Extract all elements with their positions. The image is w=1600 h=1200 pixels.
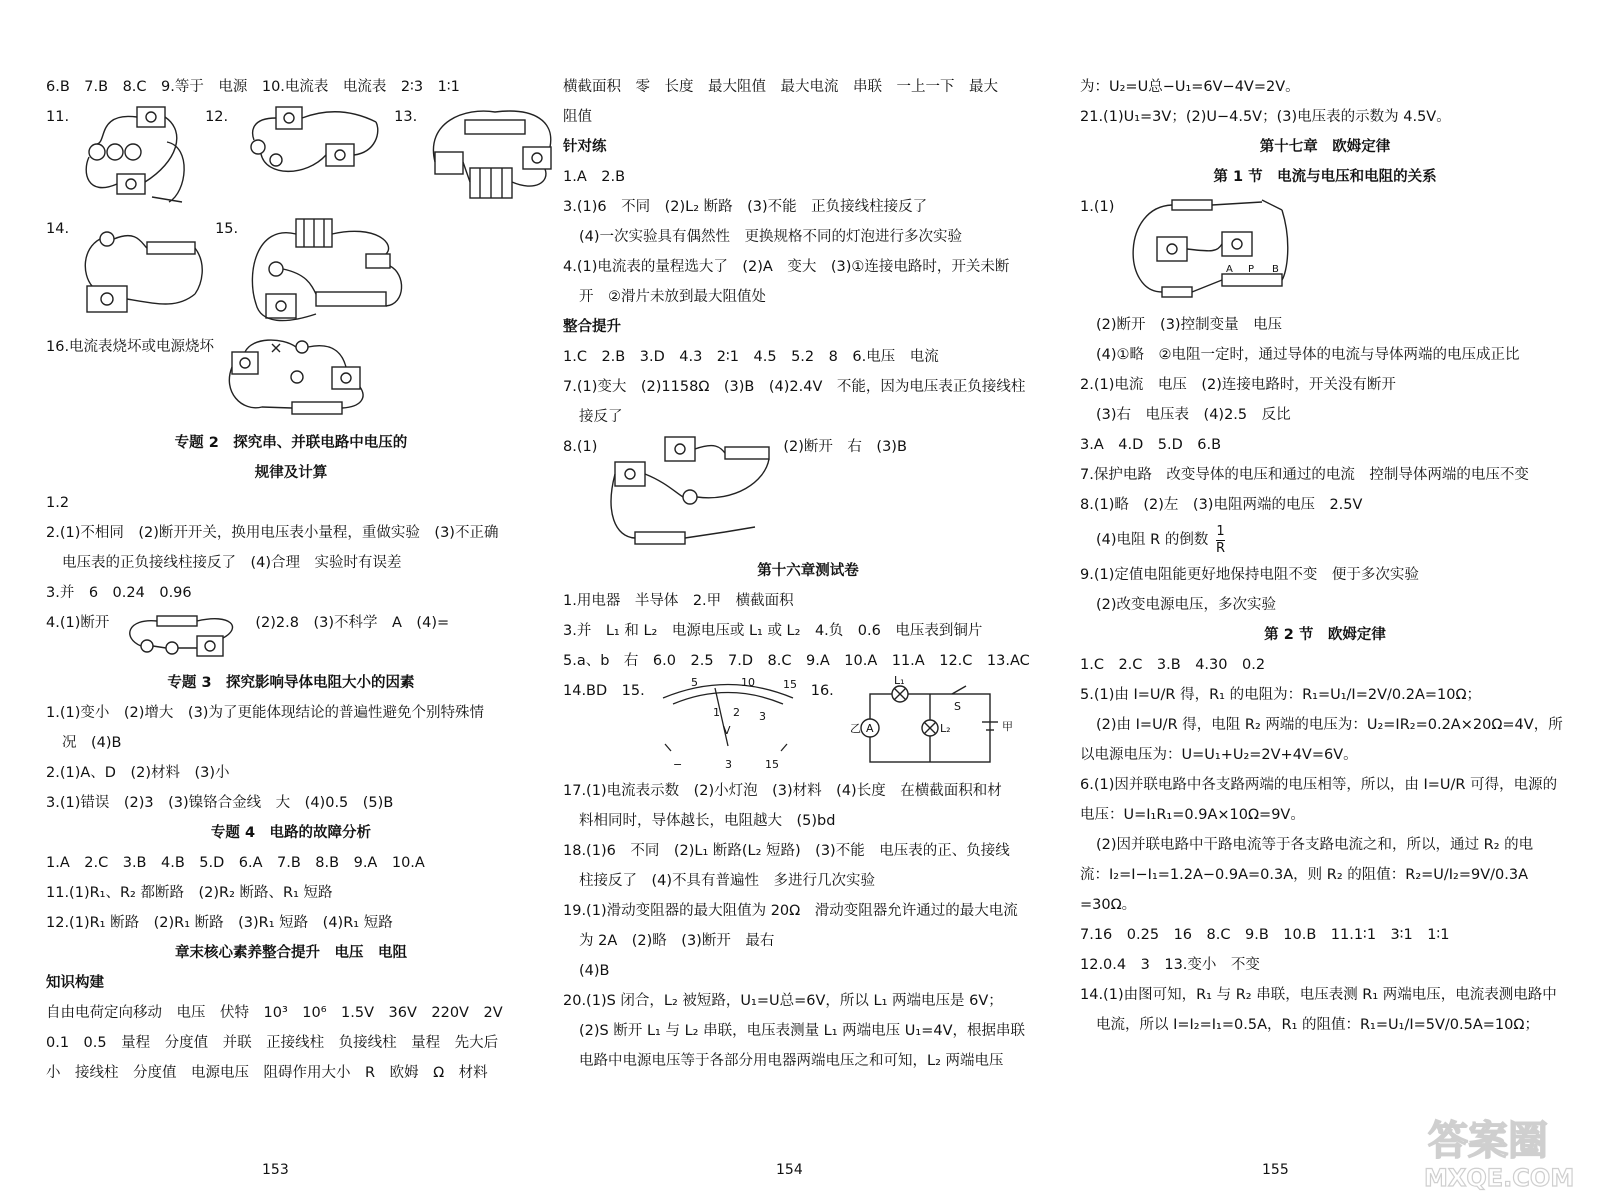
watermark-logo xyxy=(1420,1108,1590,1194)
answer-line: 自由电荷定向移动 电压 伏特 10³ 10⁶ 1.5V 36V 220V 2V xyxy=(46,1005,503,1021)
figure-label: 15. xyxy=(215,221,239,237)
section-heading: 整合提升 xyxy=(563,319,621,335)
svg-text:乙: 乙 xyxy=(849,722,861,735)
circuit-figure-11 xyxy=(77,102,197,210)
svg-text:1: 1 xyxy=(712,706,720,719)
answer-line: 以电源电压为：U=U₁+U₂=2V+4V=6V。 xyxy=(1080,747,1358,763)
circuit-figure-15 xyxy=(246,214,416,326)
answer-line xyxy=(1080,520,1570,560)
figure-label: 12. xyxy=(205,109,229,125)
answer-line: 12.(1)R₁ 断路 (2)R₁ 断路 (3)R₁ 短路 (4)R₁ 短路 xyxy=(46,915,393,931)
answer-line: 况 (4)B xyxy=(62,735,122,751)
svg-text:P: P xyxy=(1248,264,1255,275)
section-heading: 针对练 xyxy=(563,139,607,155)
answer-line: 16. xyxy=(810,683,834,699)
svg-text:A: A xyxy=(1226,264,1234,275)
answer-line: 6.B 7.B 8.C 9.等于 电源 10.电流表 电流表 2∶3 1∶1 xyxy=(46,79,460,95)
answer-line: 4.(1)断开 xyxy=(46,615,110,631)
column-1 xyxy=(46,72,536,1088)
answer-line: 18.(1)6 不同 (2)L₁ 断路(L₂ 短路) (3)不能 电压表的正、负接线 xyxy=(563,843,1010,859)
watermark-text: 答案圈 xyxy=(1428,1118,1548,1164)
answer-line: 12.0.4 3 13.变小 不变 xyxy=(1080,957,1260,973)
svg-text:A: A xyxy=(865,722,874,735)
svg-text:B: B xyxy=(1272,264,1280,275)
answer-line: 3.A 4.D 5.D 6.B xyxy=(1080,437,1222,453)
svg-text:10: 10 xyxy=(740,676,755,689)
svg-text:3: 3 xyxy=(758,710,766,723)
answer-line: 5.(1)由 I=U/R 得，R₁ 的电阻为：R₁=U₁/I=2V/0.2A=10Ω； xyxy=(1080,687,1482,703)
svg-text:−: − xyxy=(672,758,682,771)
answer-line: 电路中电源电压等于各部分用电器两端电压之和可知，L₂ 两端电压 xyxy=(579,1053,1004,1069)
answer-line: (4)①略 ②电阻一定时，通过导体的电流与导体两端的电压成正比 xyxy=(1096,347,1520,363)
section-heading: 第 1 节 电流与电压和电阻的关系 xyxy=(1213,169,1437,185)
answer-line: 14.BD 15. xyxy=(563,683,645,699)
answer-line: 7.(1)变大 (2)1158Ω (3)B (4)2.4V 不能，因为电压表正负接线柱 xyxy=(563,379,1026,395)
column-3 xyxy=(1080,72,1570,1040)
answer-line: 1.A 2.B xyxy=(563,169,626,185)
answer-line: 0.1 0.5 量程 分度值 并联 正接线柱 负接线柱 量程 先大后 xyxy=(46,1035,499,1051)
svg-text:15: 15 xyxy=(764,758,779,771)
answer-line: 电压：U=I₁R₁=0.9A×10Ω=9V。 xyxy=(1080,807,1305,823)
answer-line: 接反了 xyxy=(579,409,623,425)
answer-line: (2)改变电源电压，多次实验 xyxy=(1096,597,1277,613)
answer-line: 3.并 6 0.24 0.96 xyxy=(46,585,192,601)
page-number: 154 xyxy=(776,1162,803,1178)
circuit-figure-16 xyxy=(222,332,382,424)
answer-line: (2)2.8 (3)不科学 A (4)= xyxy=(255,615,450,631)
section-heading: 知识构建 xyxy=(46,975,104,991)
answer-line: 2.(1)电流 电压 (2)连接电路时，开关没有断开 xyxy=(1080,377,1396,393)
figure-label: 14. xyxy=(46,221,70,237)
answer-text: (4)电阻 R 的倒数 xyxy=(1096,532,1209,548)
answer-line: 5.a、b 右 6.0 2.5 7.D 8.C 9.A 10.A 11.A 12.C 13.AC xyxy=(563,653,1030,669)
answer-line: 小 接线柱 分度值 电源电压 阻碍作用大小 R 欧姆 Ω 材料 xyxy=(46,1065,488,1081)
answer-line: (2)S 断开 L₁ 与 L₂ 串联，电压表测量 L₁ 两端电压 U₁=4V，根据串联 xyxy=(579,1023,1026,1039)
figure-row-4 xyxy=(46,608,536,668)
answer-line: 柱接反了 (4)不具有普遍性 多进行几次实验 xyxy=(579,873,876,889)
answer-line: (2)断开 右 (3)B xyxy=(783,439,907,455)
answer-line: 7.保护电路 改变导体的电压和通过的电流 控制导体两端的电压不变 xyxy=(1080,467,1529,483)
answer-line: 1.C 2.B 3.D 4.3 2∶1 4.5 5.2 8 6.电压 电流 xyxy=(563,349,939,365)
answer-line: 3.(1)6 不同 (2)L₂ 断路 (3)不能 正负接线柱接反了 xyxy=(563,199,928,215)
voltmeter-dial-figure xyxy=(653,676,803,772)
section-heading: 规律及计算 xyxy=(254,465,328,481)
svg-text:V: V xyxy=(722,724,731,737)
figure-row-16 xyxy=(46,332,536,428)
svg-text:3: 3 xyxy=(724,758,732,771)
answer-line: 1.C 2.C 3.B 4.30 0.2 xyxy=(1080,657,1266,673)
circuit-figure-13 xyxy=(425,102,565,210)
fraction xyxy=(1216,524,1225,557)
answer-line: 横截面积 零 长度 最大阻值 最大电流 串联 一上一下 最大 xyxy=(563,79,998,95)
answer-line: 流：I₂=I−I₁=1.2A−0.9A=0.3A，则 R₂ 的阻值：R₂=U/I₂=9V/0.3A xyxy=(1080,867,1529,883)
circuit-schematic-16 xyxy=(842,676,1022,772)
figure-row-11-13 xyxy=(46,102,536,214)
answer-line: (3)右 电压表 (4)2.5 反比 xyxy=(1096,407,1291,423)
answer-line: 2.(1)不相同 (2)断开开关，换用电压表小量程，重做实验 (3)不正确 xyxy=(46,525,499,541)
circuit-figure-12 xyxy=(236,102,386,182)
answer-line: 为 2A (2)略 (3)断开 最右 xyxy=(579,933,775,949)
figure-row-14-16 xyxy=(563,676,1053,776)
answer-line: 开 ②滑片未放到最大阻值处 xyxy=(579,289,766,305)
answer-line: 料相同时，导体越长，电阻越大 (5)bd xyxy=(579,813,836,829)
section-heading: 专题 4 电路的故障分析 xyxy=(210,825,372,841)
answer-line: 7.16 0.25 16 8.C 9.B 10.B 11.1∶1 3∶1 1∶1 xyxy=(1080,927,1450,943)
fraction-numerator: 1 xyxy=(1216,523,1225,539)
answer-line: 3.(1)错误 (2)3 (3)镍铬合金线 大 (4)0.5 (5)B xyxy=(46,795,394,811)
watermark-url: MXQE.COM xyxy=(1424,1164,1575,1192)
answer-line: (2)因并联电路中干路电流等于各支路电流之和，所以，通过 R₂ 的电 xyxy=(1096,837,1534,853)
answer-line: 4.(1)电流表的量程选大了 (2)A 变大 (3)①连接电路时，开关未断 xyxy=(563,259,1010,275)
svg-text:L₂: L₂ xyxy=(939,722,951,735)
answer-line: 11.(1)R₁、R₂ 都断路 (2)R₂ 断路、R₁ 短路 xyxy=(46,885,333,901)
answer-line: 电流，所以 I=I₂=I₁=0.5A，R₁ 的阻值：R₁=U₁/I=5V/0.5A=10Ω； xyxy=(1096,1017,1539,1033)
circuit-figure-17-1 xyxy=(1122,192,1292,306)
figure-row-14-15 xyxy=(46,214,536,332)
fraction-denominator: R xyxy=(1215,540,1225,556)
answer-line: (2)断开 (3)控制变量 电压 xyxy=(1096,317,1283,333)
answer-line: 1.(1)变小 (2)增大 (3)为了更能体现结论的普遍性避免个别特殊情 xyxy=(46,705,484,721)
section-heading: 章末核心素养整合提升 电压 电阻 xyxy=(175,945,407,961)
circuit-figure-4 xyxy=(117,608,247,664)
section-heading: 专题 2 探究串、并联电路中电压的 xyxy=(174,435,408,451)
svg-text:S: S xyxy=(953,700,961,713)
answer-line: 6.(1)因并联电路中各支路两端的电压相等，所以，由 I=U/R 可得，电源的 xyxy=(1080,777,1558,793)
answer-line: 21.(1)U₁=3V；(2)U−4.5V；(3)电压表的示数为 4.5V。 xyxy=(1080,109,1451,125)
answer-line: 17.(1)电流表示数 (2)小灯泡 (3)材料 (4)长度 在横截面积和材 xyxy=(563,783,1002,799)
figure-row-1 xyxy=(1080,192,1570,310)
answer-line: 8.(1) xyxy=(563,439,598,455)
answer-line: 16.电流表烧坏或电源烧坏 xyxy=(46,339,215,355)
answer-line: 电压表的正负接线柱接反了 (4)合理 实验时有误差 xyxy=(62,555,402,571)
answer-line: 20.(1)S 闭合，L₂ 被短路，U₁=U总=6V，所以 L₁ 两端电压是 6V； xyxy=(563,993,1003,1009)
circuit-figure-8 xyxy=(605,432,775,552)
svg-text:5: 5 xyxy=(690,676,698,689)
answer-line: (2)由 I=U/R 得，电阻 R₂ 两端的电压为：U₂=IR₂=0.2A×20Ω=4V，所 xyxy=(1096,717,1563,733)
svg-text:甲: 甲 xyxy=(1001,720,1013,733)
section-heading: 第十六章测试卷 xyxy=(757,563,859,579)
answer-line: 3.并 L₁ 和 L₂ 电源电压或 L₁ 或 L₂ 4.负 0.6 电压表到铜片 xyxy=(563,623,983,639)
answer-line: 1.用电器 半导体 2.甲 横截面积 xyxy=(563,593,794,609)
column-2 xyxy=(563,72,1053,1076)
answer-line: 9.(1)定值电阻能更好地保持电阻不变 便于多次实验 xyxy=(1080,567,1419,583)
svg-text:L₁: L₁ xyxy=(893,676,905,687)
page-number: 155 xyxy=(1262,1162,1289,1178)
answer-line: =30Ω。 xyxy=(1080,897,1137,913)
answer-line: 1.2 xyxy=(46,495,70,511)
answer-line: 2.(1)A、D (2)材料 (3)小 xyxy=(46,765,230,781)
answer-line: 8.(1)略 (2)左 (3)电阻两端的电压 2.5V xyxy=(1080,497,1363,513)
circuit-figure-14 xyxy=(77,214,207,326)
figure-label: 11. xyxy=(46,109,70,125)
section-heading: 专题 3 探究影响导体电阻大小的因素 xyxy=(167,675,415,691)
answer-line: 1.(1) xyxy=(1080,199,1115,215)
chapter-heading: 第十七章 欧姆定律 xyxy=(1259,139,1391,155)
answer-line: 1.A 2.C 3.B 4.B 5.D 6.A 7.B 8.B 9.A 10.A xyxy=(46,855,425,871)
answer-line: 19.(1)滑动变阻器的最大阻值为 20Ω 滑动变阻器允许通过的最大电流 xyxy=(563,903,1018,919)
answer-line: (4)B xyxy=(579,963,610,979)
page-number: 153 xyxy=(262,1162,289,1178)
answer-line: 14.(1)由图可知，R₁ 与 R₂ 串联，电压表测 R₁ 两端电压，电流表测电路中 xyxy=(1080,987,1557,1003)
figure-label: 13. xyxy=(394,109,418,125)
answer-line: (4)一次实验具有偶然性 更换规格不同的灯泡进行多次实验 xyxy=(579,229,963,245)
section-heading: 第 2 节 欧姆定律 xyxy=(1264,627,1386,643)
svg-text:2: 2 xyxy=(732,706,740,719)
svg-text:15: 15 xyxy=(782,678,797,691)
answer-line: 阻值 xyxy=(563,109,592,125)
figure-row-8 xyxy=(563,432,1053,556)
answer-line: 为：U₂=U总−U₁=6V−4V=2V。 xyxy=(1080,79,1300,95)
